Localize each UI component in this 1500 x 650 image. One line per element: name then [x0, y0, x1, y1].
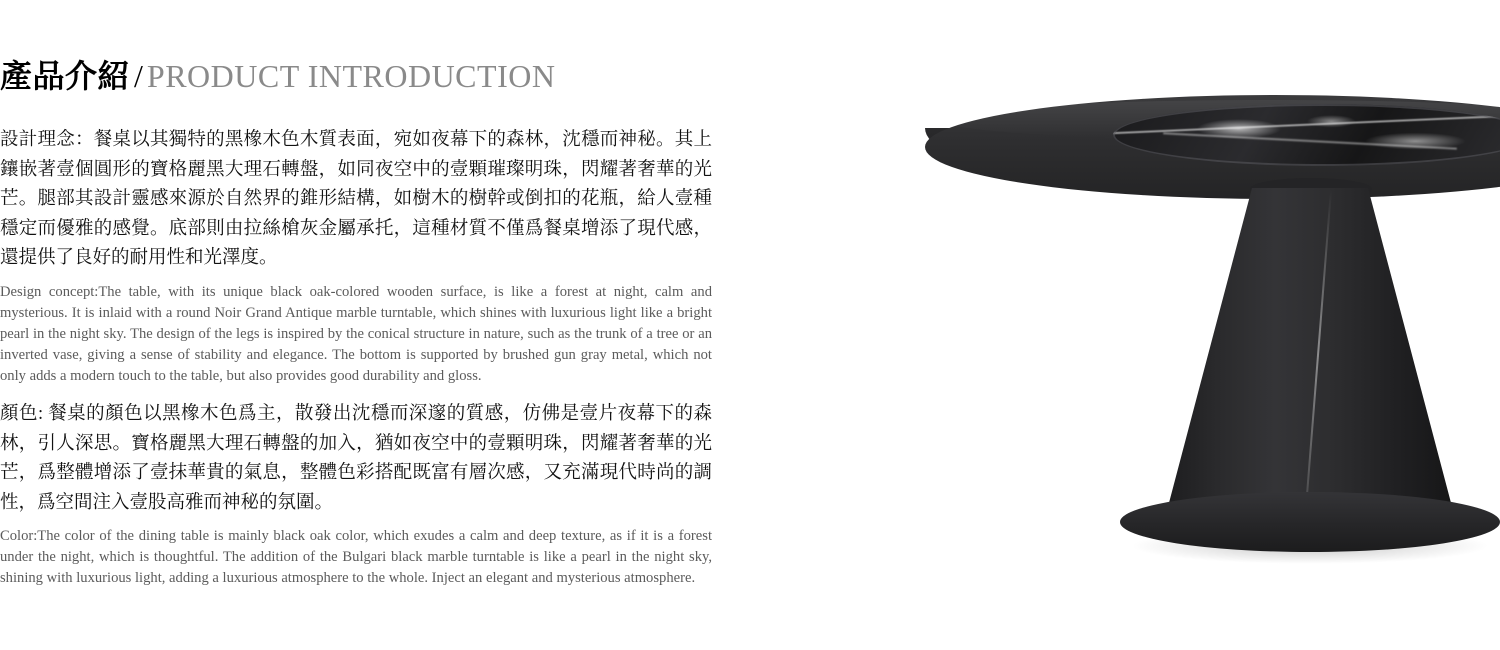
section-color — [0, 400, 712, 589]
page-title — [0, 56, 555, 96]
text-column — [0, 0, 712, 650]
section-design-concept — [0, 126, 712, 387]
page-title-cn: 產品介紹 — [0, 58, 131, 94]
page-title-separator: / — [134, 58, 143, 94]
design-concept-en: Design concept:The table, with its unique black oak-colored wooden surface, is like a forest at night, calm and mysterious. It is inlaid with a round Noir Grand Antique marble turntable, which shines with luxurious light like a bright pearl in the night sky. The design of the legs is inspired by the conical structure in nature, such as the trunk of a tree or an inverted vase, giving a sense of stability and elegance. The bottom is supported by brushed gun gray metal, which not only adds a modern touch to the table, but also provides good durability and gloss. — [0, 283, 712, 384]
page-title-en: PRODUCT INTRODUCTION — [146, 58, 556, 94]
product-image — [830, 0, 1500, 650]
design-concept-cn: 設計理念：餐桌以其獨特的黑橡木色木質表面，宛如夜幕下的森林，沈穩而神秘。其上鑲嵌著壹個圓形的寶格麗黑大理石轉盤，如同夜空中的壹顆璀璨明珠，閃耀著奢華的光芒。腿部其設計靈感來源於自然界的錐形結構，如樹木的樹幹或倒扣的花瓶，給人壹種穩定而優雅的感覺。底部則由拉絲槍灰金屬承托，這種材質不僅爲餐桌增添了現代感，還提供了良好的耐用性和光澤度。 — [0, 130, 712, 268]
color-en: Color:The color of the dining table is mainly black oak color, which exudes a calm and deep texture, as if it is a forest under the night, which is thoughtful. The addition of the Bulgari black marble turntable is like a pearl in the night sky, shining with luxurious light, adding a luxurious atmosphere to the whole. Inject an elegant and mysterious atmosphere. — [0, 528, 712, 586]
color-cn: 顏色: 餐桌的顏色以黑橡木色爲主，散發出沈穩而深邃的質感，仿佛是壹片夜幕下的森林，引人深思。寶格麗黑大理石轉盤的加入，猶如夜空中的壹顆明珠，閃耀著奢華的光芒，爲整體增添了壹抹華貴的氣息，整體色彩搭配既富有層次感，又充滿現代時尚的調性，爲空間注入壹股高雅而神秘的氛圍。 — [0, 404, 712, 513]
metal-base-plate — [1120, 492, 1500, 552]
